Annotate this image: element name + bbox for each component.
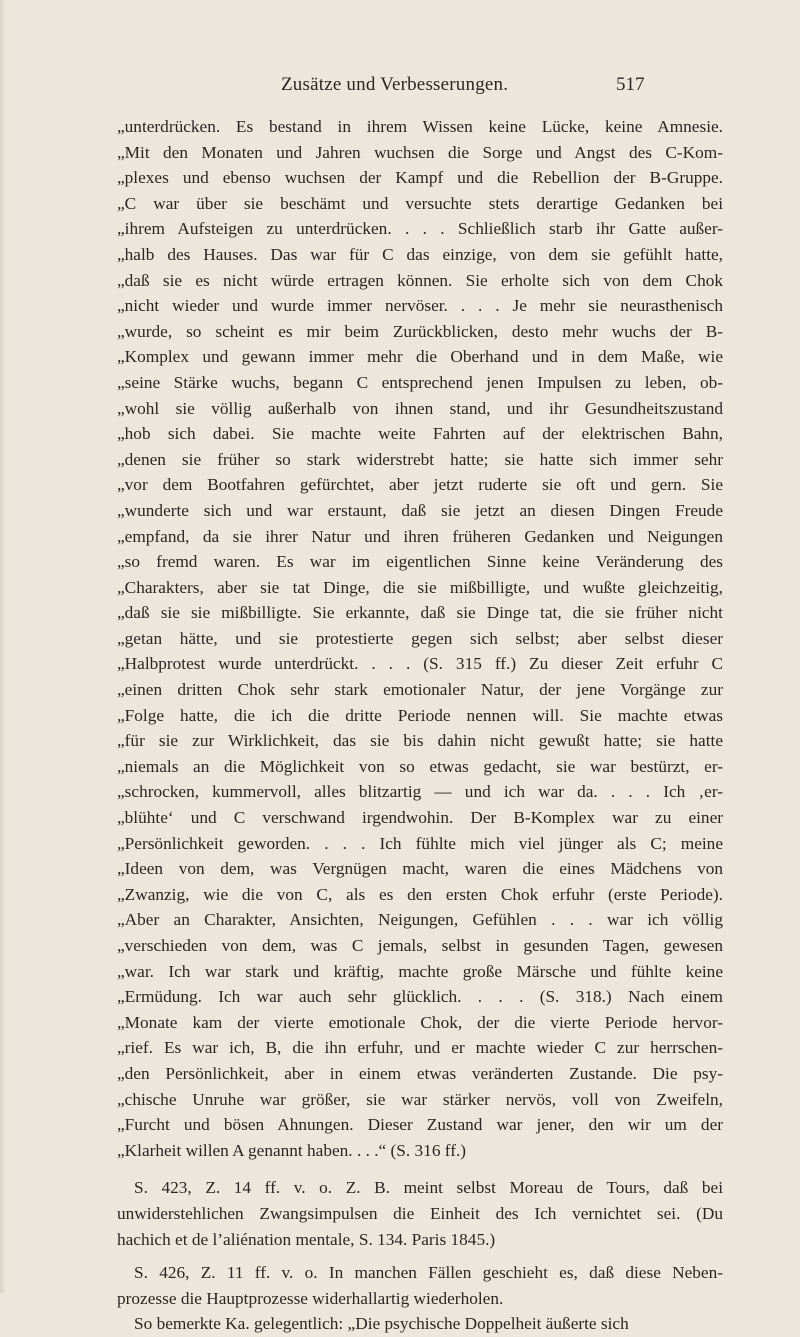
running-title: Zusätze und Verbesserungen. [281,74,509,95]
text-line: S. 426, Z. 11 ff. v. o. In manchen Fällen geschieht es, daß diese Neben- [134,1263,723,1283]
text-line: hachich et de l’aliénation mentale, S. 134. Paris 1845.) [117,1229,496,1249]
text-line: „war. Ich war stark und kräftig, machte große Märsche und fühlte keine [117,961,723,981]
text-line: „wurde, so scheint es mir beim Zurückblicken, desto mehr wuchs der B- [117,321,723,341]
note-paragraph-s426 [117,1260,723,1337]
text-line: „Klarheit willen A genannt haben. . . .“ (S. 316 ff.) [117,1140,467,1160]
text-line: „so fremd waren. Es war im eigentlichen Sinne keine Veränderung des [117,552,723,572]
text-line: „vor dem Bootfahren gefürchtet, aber jetzt ruderte sie oft und gern. Sie [117,475,723,495]
text-line: „für sie zur Wirklichkeit, das sie bis dahin nicht gewußt hatte; sie hatte [117,731,723,751]
text-line: S. 423, Z. 14 ff. v. o. Z. B. meint selbst Moreau de Tours, daß bei [134,1178,723,1198]
page-number: 517 [616,74,645,95]
text-line: „Persönlichkeit geworden. . . . Ich fühlte mich viel jünger als C; meine [117,833,723,853]
text-line: „Aber an Charakter, Ansichten, Neigungen, Gefühlen . . . war ich völlig [117,910,723,930]
text-line: „unterdrücken. Es bestand in ihrem Wissen keine Lücke, keine Amnesie. [117,117,723,136]
text-line: „ihrem Aufsteigen zu unterdrücken. . . . Schließlich starb ihr Gatte außer- [117,219,723,239]
text-line: So bemerkte Ka. gelegentlich: „Die psychische Doppelheit äußerte sich [134,1314,629,1334]
text-line: unwiderstehlichen Zwangsimpulsen die Einheit des Ich vernichtet sei. (Du [117,1203,723,1223]
text-line: „Halbprotest wurde unterdrückt. . . . (S. 315 ff.) Zu dieser Zeit erfuhr C [117,654,723,674]
page-header [0,74,800,104]
text-line: „Zwanzig, wie die von C, als es den ersten Chok erfuhr (erste Periode). [117,884,723,904]
text-line: „schrocken, kummervoll, alles blitzartig — und ich war da. . . . Ich ‚er- [117,782,723,802]
text-line: „chische Unruhe war größer, sie war stärker nervös, voll von Zweifeln, [117,1089,723,1109]
text-line: „Monate kam der vierte emotionale Chok, der die vierte Periode hervor- [117,1012,723,1032]
text-line: „Folge hatte, die ich die dritte Periode nennen will. Sie machte etwas [117,705,723,725]
text-line: „nicht wieder und wurde immer nervöser. . . . Je mehr sie neurasthenisch [117,296,723,316]
text-line: „getan hätte, und sie protestierte gegen sich selbst; aber selbst dieser [117,628,723,648]
text-line: „halb des Hauses. Das war für C das einzige, von dem sie gefühlt hatte, [117,244,723,264]
text-line: „empfand, da sie ihrer Natur und ihren früheren Gedanken und Neigungen [117,526,723,546]
text-line: „hob sich dabei. Sie machte weite Fahrten auf der elektrischen Bahn, [117,424,723,444]
text-line: „den Persönlichkeit, aber in einem etwas veränderten Zustande. Die psy- [117,1063,723,1083]
text-line: „C war über sie beschämt und versuchte stets derartige Gedanken bei [117,193,723,213]
note-paragraph-s423 [117,1175,723,1252]
text-line: „Mit den Monaten und Jahren wuchsen die Sorge und Angst des C-Kom- [117,142,723,162]
text-line: „plexes und ebenso wuchsen der Kampf und die Rebellion der B-Gruppe. [117,168,723,188]
text-line: „Ermüdung. Ich war auch sehr glücklich. . . . (S. 318.) Nach einem [117,987,723,1007]
text-line: „Furcht und bösen Ahnungen. Dieser Zustand war jener, den wir um der [117,1115,723,1135]
text-line: „wohl sie völlig außerhalb von ihnen stand, und ihr Gesundheitszustand [117,398,723,418]
text-line: „verschieden von dem, was C jemals, selbst in gesunden Tagen, gewesen [117,936,723,955]
text-line: „einen dritten Chok sehr stark emotionaler Natur, der jene Vorgänge zur [117,680,723,700]
body-text [117,114,723,1337]
text-line: „Charakters, aber sie tat Dinge, die sie mißbilligte, und wußte gleichzeitig, [117,577,723,597]
text-line: „blühte‘ und C verschwand irgendwohin. Der B-Komplex war zu einer [117,808,723,828]
text-line: „wunderte sich und war erstaunt, daß sie jetzt an diesen Dingen Freude [117,500,723,520]
text-line: prozesse die Hauptprozesse widerhallartig wiederholen. [117,1288,504,1308]
text-line: „Ideen von dem, was Vergnügen macht, waren die eines Mädchens von [117,859,723,879]
quote-block [117,114,723,1163]
text-line: „denen sie früher so stark widerstrebt hatte; sie hatte sich immer sehr [117,449,723,469]
page-edge [0,0,6,1293]
text-line: „daß sie sie mißbilligte. Sie erkannte, daß sie Dinge tat, die sie früher nicht [117,603,723,623]
text-line: „niemals an die Möglichkeit von so etwas gedacht, sie war bestürzt, er- [117,756,723,776]
text-line: „seine Stärke wuchs, begann C entsprechend jenen Impulsen zu leben, ob- [117,372,723,392]
text-line: „daß sie es nicht würde ertragen können. Sie erholte sich von dem Chok [117,270,723,290]
text-line: „Komplex und gewann immer mehr die Oberhand und in dem Maße, wie [117,347,723,367]
text-line: „rief. Es war ich, B, die ihn erfuhr, und er machte wieder C zur herrschen- [117,1038,723,1058]
